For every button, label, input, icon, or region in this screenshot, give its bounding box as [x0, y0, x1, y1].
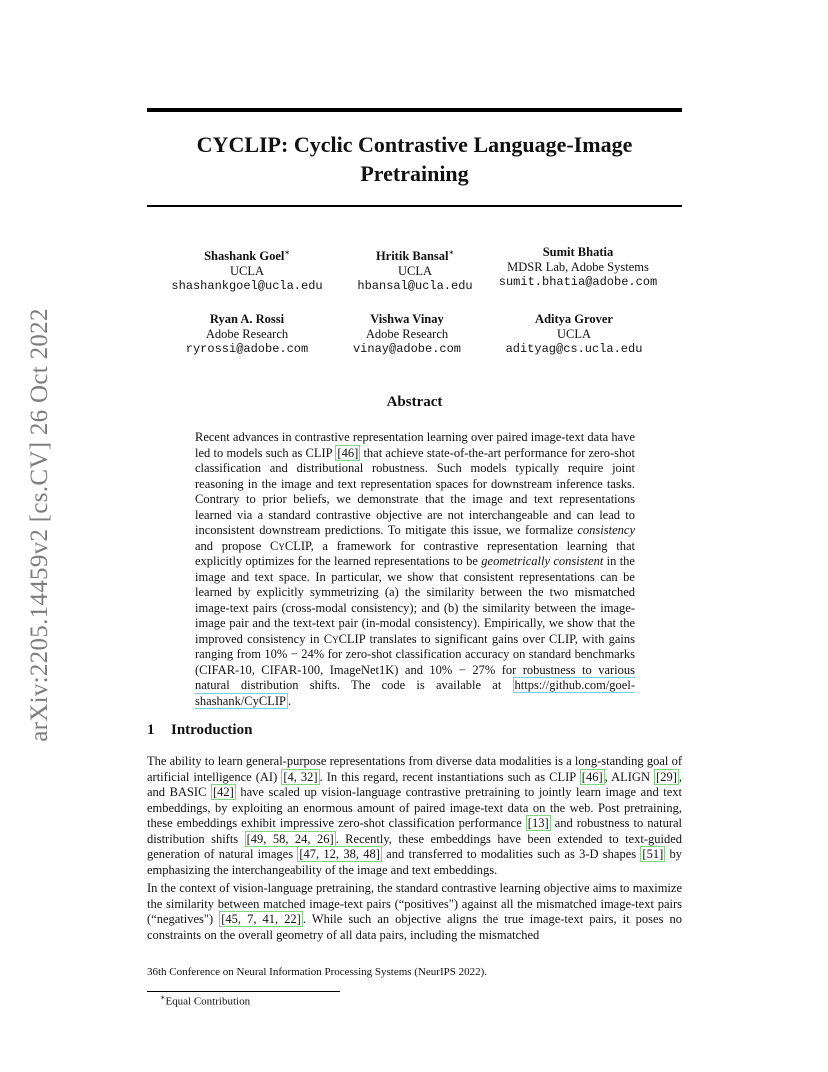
citation-link[interactable]: [51] — [642, 847, 664, 861]
author-name: Aditya Grover — [535, 312, 613, 326]
citation-link[interactable]: [29] — [656, 769, 677, 784]
intro-paragraph-1: The ability to learn general-purpose representations from diverse data modalities is a long-standing goal of artificial intelligence (AI) [4, 32] . In this regard, recent instantiations such as CLIP [46] , ALIGN [29] , and BASIC [42] have scaled up vision-language contrastive pretraining to jointly learn image and text embeddings, by exploiting an enormous amount of paired image-text data on the web. Post pretraining, these embeddings exhibit impressive zero-shot classification performance [13] and robustness to natural distribution shifts [49, 58, 24, 26] . Recently, these embeddings have been extended to text-guided generation of natural images [47, 12, 38, 48] and transferred to modalities such as 3-D shapes [51] by emphasizing the interchangeability of the image and text embeddings. — [147, 754, 683, 877]
section-title: Introduction — [171, 722, 253, 738]
author-email: adityag@cs.ucla.edu — [505, 342, 643, 356]
paper-title — [147, 130, 682, 188]
intro-paragraph-2: In the context of vision-language pretraining, the standard contrastive learning objective aims to maximize the similarity between matched image-text pairs (“positives") against all the mismatched image-text pairs (“negatives") [45, 7, 41, 22] . While such an objective aligns the true image-text pairs, it poses no constraints on the overall geometry of all data pairs, including the mismatched — [147, 881, 683, 942]
footnote-rule — [147, 991, 340, 992]
citation-link[interactable]: [49, 58, 24, 26] — [246, 831, 334, 846]
abstract-text: . — [287, 693, 292, 708]
title-prefix-y: Y — [212, 132, 229, 157]
abstract-text: and propose C — [195, 538, 279, 553]
title-line-2: Pretraining — [360, 161, 469, 186]
section-heading — [147, 722, 252, 739]
equal-contribution-mark: ∗ — [284, 248, 290, 257]
footnote-mark: ∗ — [160, 993, 166, 1002]
author-affiliation: UCLA — [229, 264, 265, 279]
title-rule-bottom — [147, 205, 682, 207]
author-email: vinay@adobe.com — [352, 342, 462, 356]
abstract-heading: Abstract — [386, 394, 443, 410]
citation-link[interactable]: [42] — [212, 785, 234, 799]
author-block — [478, 245, 678, 290]
venue-note: 36th Conference on Neural Information Processing Systems (NeurIPS 2022). — [147, 966, 488, 978]
footnote — [160, 993, 250, 1008]
abstract-text: CLIP translates to significant gains over CLIP, with gains ranging from 10% − 24% for zero-shot classification accuracy on standard benchmarks (CIFAR-10, CIFAR-100, ImageNet1K) and 10% − 27% for robustness to various natural distribution shifts. The code is available at — [195, 631, 635, 692]
title-line-1-text: CLIP: Cyclic Contrastive Language-Image — [228, 132, 633, 157]
title-prefix-c: C — [196, 132, 213, 157]
author-affiliation: MDSR Lab, Adobe Systems — [507, 260, 649, 274]
abstract-text: in the image and text space. In particular, we show that consistent representations can be learned by explicitly symmetrizing (a) the similarity between the two mismatched image-text pairs (cross-modal consistency); and (b) the similarity between the image-image pair and the text-text pair (in-modal consistency). Empirically, we show that the improved consistency in C — [195, 554, 635, 646]
citation-link[interactable]: [13] — [527, 816, 549, 830]
citation-link[interactable]: [46] — [581, 769, 603, 784]
author-affiliation: UCLA — [397, 264, 433, 279]
equal-contribution-mark: ∗ — [448, 248, 455, 257]
arxiv-identifier: arXiv:2205.14459v2 [cs.CV] 26 Oct 2022 — [26, 308, 53, 742]
small-caps-text: y — [332, 631, 339, 646]
author-affiliation: Adobe Research — [365, 327, 449, 341]
title-rule-top — [147, 108, 682, 112]
author-block — [474, 312, 674, 357]
citation-link[interactable]: [4, 32] — [283, 769, 318, 784]
author-email: sumit.bhatia@adobe.com — [498, 275, 658, 289]
abstract-text: Recent advances in contrastive representation learning over paired image-text data have led to models such as CLIP — [195, 430, 635, 460]
author-name: Hritik Bansal — [375, 249, 449, 264]
footnote-text: Equal Contribution — [165, 995, 251, 1008]
author-email: ryrossi@adobe.com — [185, 342, 309, 356]
title-line-1 — [147, 130, 682, 159]
abstract-text: CLIP, a framework for contrastive representation learning that explicitly optimizes for the learned representations to be — [195, 538, 635, 568]
author-email: hbansal@ucla.edu — [357, 279, 473, 294]
abstract-body — [195, 430, 635, 709]
author-name: Sumit Bhatia — [542, 245, 614, 259]
citation-link[interactable]: [46] — [337, 445, 359, 460]
emphasis-text: consistency — [577, 523, 635, 537]
author-email: shashankgoel@ucla.edu — [171, 279, 323, 294]
author-name: Shashank Goel — [204, 249, 285, 264]
emphasis-text: geometrically consistent — [481, 554, 604, 568]
author-affiliation: UCLA — [556, 327, 592, 341]
author-name: Ryan A. Rossi — [209, 312, 285, 326]
citation-link[interactable]: [47, 12, 38, 48] — [299, 847, 380, 861]
small-caps-text: y — [278, 538, 285, 553]
citation-link[interactable]: [45, 7, 41, 22] — [221, 912, 301, 926]
abstract-text: that achieve state-of-the-art performance for zero-shot classification and distributional robustness. Such models typically require joint reasoning in the image and text representation spaces for downstream inference tasks. Contrary to prior beliefs, we demonstrate that the image and text representations learned via a standard contrastive objective are not interchangeable and can lead to inconsistent downstream predictions. To mitigate this issue, we formalize — [195, 445, 635, 537]
section-number: 1 — [147, 722, 155, 738]
author-affiliation: Adobe Research — [205, 327, 289, 341]
author-name: Vishwa Vinay — [370, 312, 444, 326]
code-repository-link[interactable]: https://github.com/goel-shashank/CyCLIP — [195, 678, 635, 708]
